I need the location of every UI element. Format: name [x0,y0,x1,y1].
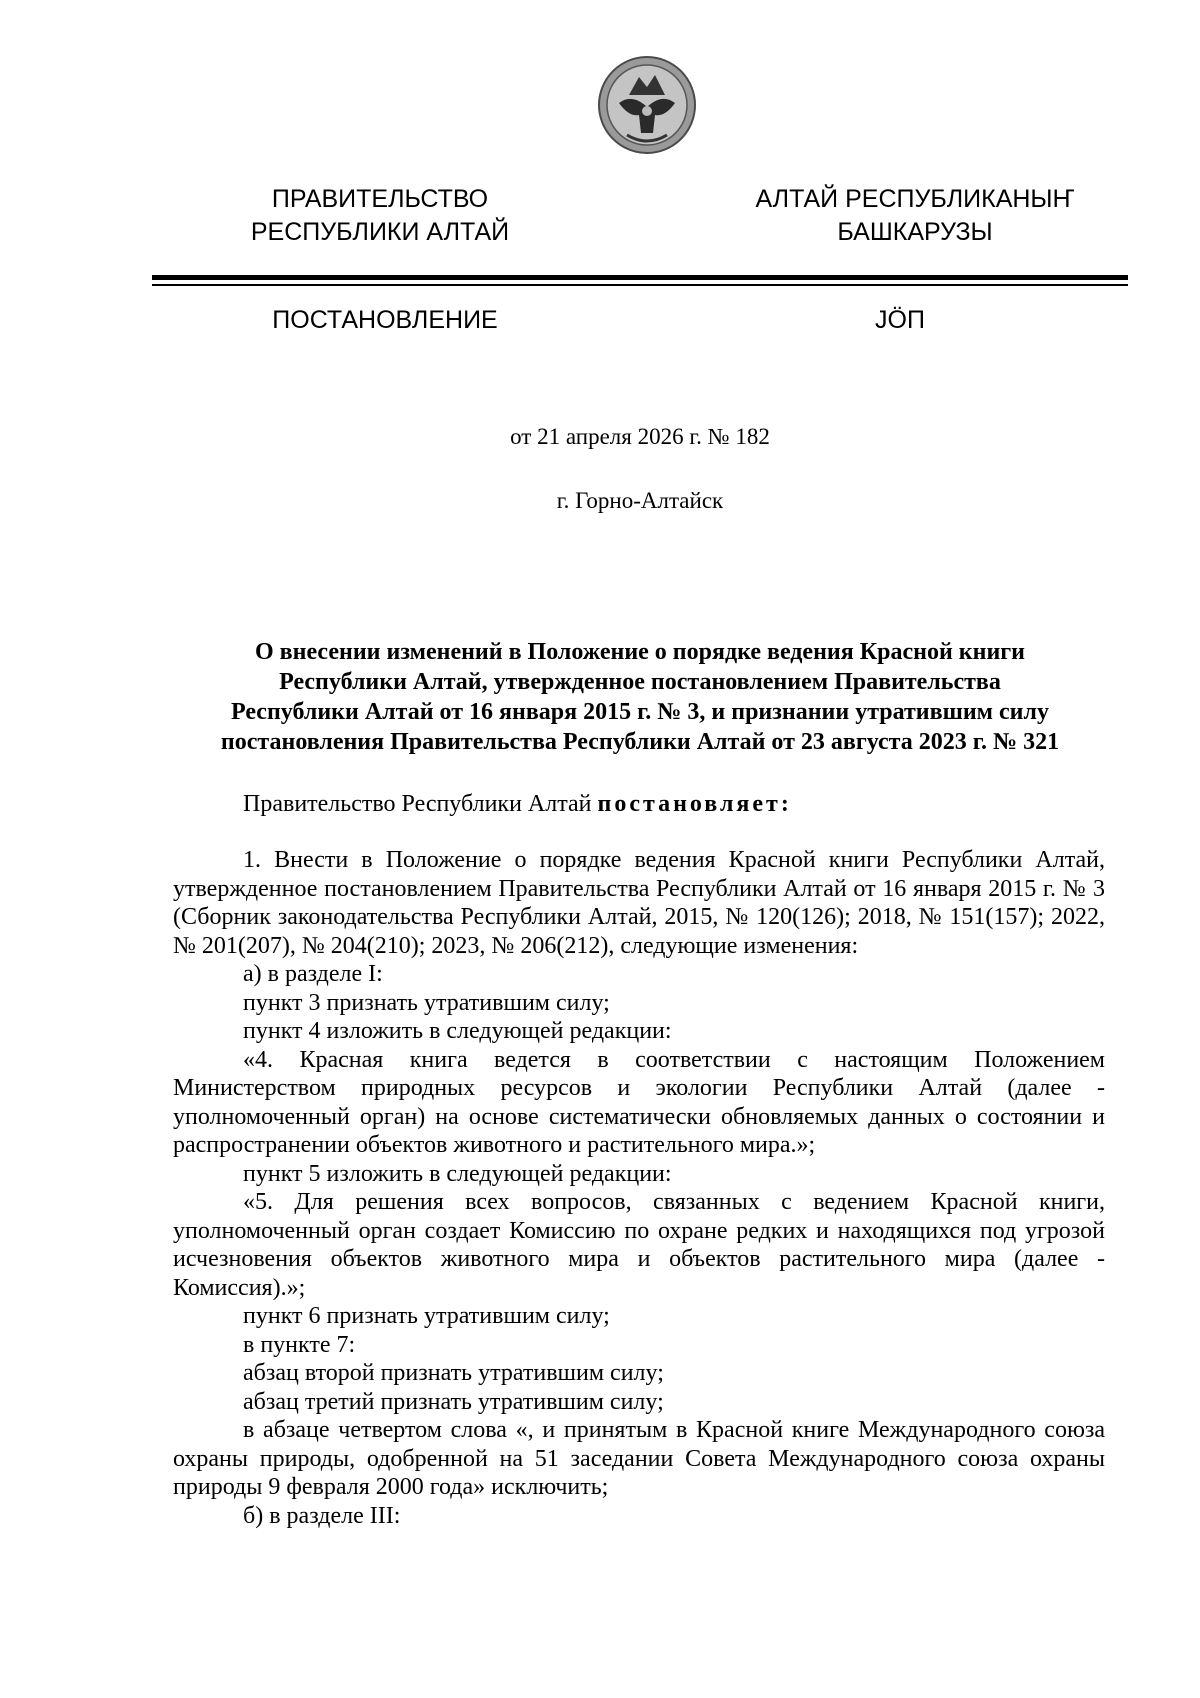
document-body [173,846,1105,1530]
preamble-text: Правительство Республики Алтай [243,791,598,817]
header-right-line1: АЛТАЙ РЕСПУБЛИКАНЫҤ [755,185,1075,213]
body-paragraph: абзац второй признать утратившим силу; [243,1360,664,1386]
body-paragraph: пункт 3 признать утратившим силу; [243,989,610,1016]
title-line: Республики Алтай от 16 января 2015 г. № 3, и признании утратившим силу [231,699,1049,725]
title-line: О внесении изменений в Положение о порядке ведения Красной книги [255,639,1025,665]
header-divider-thin [152,284,1128,286]
header-left-line2: РЕСПУБЛИКИ АЛТАЙ [250,218,510,246]
body-paragraph: пункт 6 признать утратившим силу; [243,1303,610,1329]
header-right [725,183,1105,249]
coat-of-arms-emblem [597,55,697,155]
body-paragraph: «4. Красная книга ведется в соответствии с настоящим Положением Министерством природных ресурсов и экологии Республики Алтай (далее - уполномоченный орган) на основе систематически обновляемых данных о состоянии и распространении объектов животного и растительного мира.»; [173,1046,1105,1158]
date-number-line: от 21 апреля 2026 г. № 182 [510,424,770,449]
title-line: постановления Правительства Республики Алтай от 23 августа 2023 г. № 321 [220,729,1060,755]
body-paragraph: абзац третий признать утратившим силу; [243,1388,664,1415]
body-paragraph: пункт 5 изложить в следующей редакции: [243,1160,672,1187]
body-paragraph: «5. Для решения всех вопросов, связанных с ведением Красной книги, уполномоченный орган создает Комиссию по охране редких и находящихся под угрозой исчезновения объектов животного мира и объектов растительного мира (далее - Комиссия).»; [173,1189,1105,1301]
header-right-line2: БАШКАРУЗЫ [837,218,993,246]
preamble [243,791,792,818]
header-left [200,183,560,249]
city-line: г. Горно-Алтайск [556,488,724,513]
header-divider-thick [152,275,1128,280]
document-title [200,637,1080,757]
body-paragraph: в абзаце четвертом слова «, и принятым в Красной книге Международного союза охраны природы, одобренной на 51 заседании Совета Международного союза охраны природы 9 февраля 2000 года» исключить; [173,1417,1105,1500]
body-paragraph: в пункте 7: [243,1331,356,1358]
body-paragraph: а) в разделе I: [243,961,383,987]
doc-type-right: JӦП [875,306,925,334]
body-paragraph: б) в разделе III: [243,1502,401,1529]
title-line: Республики Алтай, утвержденное постановлением Правительства [279,669,1001,695]
preamble-emphasis: постановляет: [597,791,792,817]
header-left-line1: ПРАВИТЕЛЬСТВО [271,185,489,213]
doc-type-left: ПОСТАНОВЛЕНИЕ [272,306,498,334]
body-paragraph: 1. Внести в Положение о порядке ведения Красной книги Республики Алтай, утвержденное постановлением Правительства Республики Алтай от 16 января 2015 г. № 3 (Сборник законодательства Республики Алтай, 2015, № 120(126); 2018, № 151(157); 2022, № 201(207), № 204(210); 2023, № 206(212), следующие изменения: [173,847,1105,959]
body-paragraph: пункт 4 изложить в следующей редакции: [243,1018,672,1044]
